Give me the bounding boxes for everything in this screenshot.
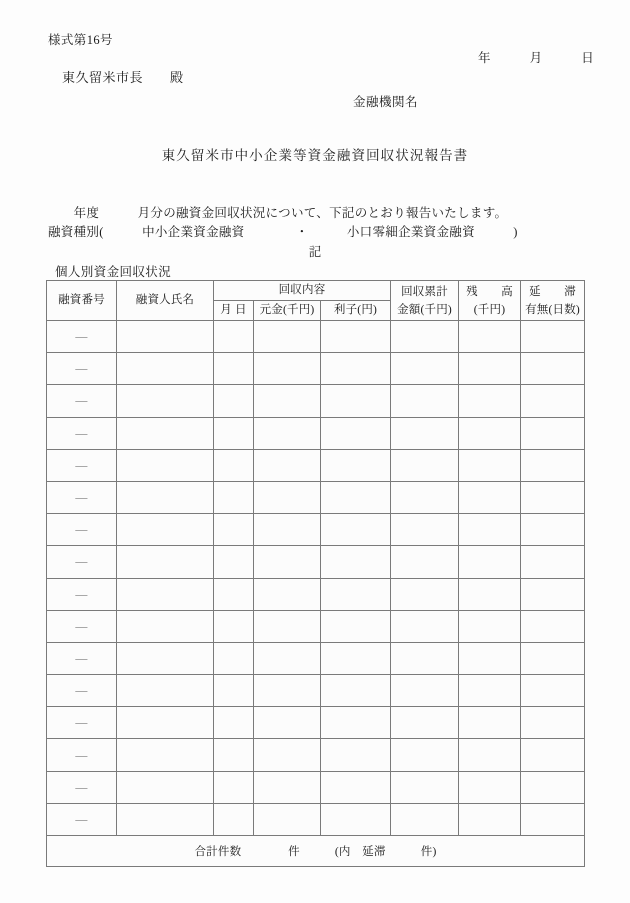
table-header-row-1 [47, 281, 585, 301]
cell-borrower-name[interactable] [117, 514, 214, 546]
page-title: 東久留米市中小企業等資金融資回収状況報告書 [161, 148, 469, 163]
table-row [47, 642, 585, 674]
cell-interest[interactable] [321, 514, 391, 546]
cell-interest[interactable] [321, 353, 391, 385]
cell-balance[interactable] [459, 707, 521, 739]
statement-line: 年度 月分の融資金回収状況について、下記のとおり報告いたします。 [48, 206, 508, 220]
cell-cumulative[interactable] [391, 449, 459, 481]
table-row [47, 771, 585, 803]
cell-balance[interactable] [459, 321, 521, 353]
cell-principal[interactable] [254, 707, 321, 739]
cell-loan-number[interactable]: — [47, 578, 117, 610]
section-label: 個人別資金回収状況 [55, 265, 172, 279]
header-cumulative-line2: 金額(千円) [397, 303, 452, 316]
cell-principal[interactable] [254, 385, 321, 417]
cell-loan-number[interactable]: — [47, 739, 117, 771]
cell-borrower-name[interactable] [117, 385, 214, 417]
cell-borrower-name[interactable] [117, 449, 214, 481]
cell-overdue[interactable] [521, 514, 585, 546]
cell-overdue[interactable] [521, 707, 585, 739]
cell-month-day[interactable] [214, 642, 254, 674]
cell-principal[interactable] [254, 321, 321, 353]
header-overdue-line1: 延 滞 [529, 285, 576, 298]
table-row [47, 353, 585, 385]
cell-loan-number[interactable]: — [47, 675, 117, 707]
cell-borrower-name[interactable] [117, 353, 214, 385]
cell-balance[interactable] [459, 578, 521, 610]
addressee: 東久留米市長 殿 [62, 70, 184, 85]
cell-month-day[interactable] [214, 803, 254, 835]
table-body [47, 321, 585, 836]
cell-interest[interactable] [321, 417, 391, 449]
header-borrower-name: 融資人氏名 [117, 281, 214, 321]
cell-balance[interactable] [459, 449, 521, 481]
cell-month-day[interactable] [214, 546, 254, 578]
cell-loan-number[interactable]: — [47, 449, 117, 481]
cell-month-day[interactable] [214, 578, 254, 610]
header-balance [459, 281, 521, 321]
cell-interest[interactable] [321, 642, 391, 674]
cell-month-day[interactable] [214, 675, 254, 707]
cell-interest[interactable] [321, 675, 391, 707]
cell-principal[interactable] [254, 481, 321, 513]
header-interest: 利子(円) [321, 301, 391, 321]
cell-cumulative[interactable] [391, 481, 459, 513]
cell-month-day[interactable] [214, 385, 254, 417]
cell-interest[interactable] [321, 546, 391, 578]
table-row [47, 707, 585, 739]
cell-cumulative[interactable] [391, 707, 459, 739]
cell-overdue[interactable] [521, 803, 585, 835]
table-row [47, 481, 585, 513]
cell-borrower-name[interactable] [117, 771, 214, 803]
cell-month-day[interactable] [214, 771, 254, 803]
cell-cumulative[interactable] [391, 385, 459, 417]
cell-cumulative[interactable] [391, 771, 459, 803]
cell-balance[interactable] [459, 514, 521, 546]
cell-balance[interactable] [459, 803, 521, 835]
cell-overdue[interactable] [521, 385, 585, 417]
cell-borrower-name[interactable] [117, 642, 214, 674]
cell-borrower-name[interactable] [117, 578, 214, 610]
ki-mark: 記 [308, 245, 322, 259]
cell-month-day[interactable] [214, 321, 254, 353]
cell-loan-number[interactable]: — [47, 803, 117, 835]
cell-principal[interactable] [254, 417, 321, 449]
table-row [47, 417, 585, 449]
cell-interest[interactable] [321, 803, 391, 835]
cell-month-day[interactable] [214, 739, 254, 771]
cell-month-day[interactable] [214, 449, 254, 481]
cell-month-day[interactable] [214, 707, 254, 739]
cell-cumulative[interactable] [391, 642, 459, 674]
cell-loan-number[interactable]: — [47, 385, 117, 417]
cell-principal[interactable] [254, 514, 321, 546]
cell-month-day[interactable] [214, 610, 254, 642]
header-balance-line1: 残 高 [466, 285, 513, 298]
cell-borrower-name[interactable] [117, 675, 214, 707]
cell-overdue[interactable] [521, 321, 585, 353]
cell-month-day[interactable] [214, 353, 254, 385]
table-row [47, 610, 585, 642]
cell-interest[interactable] [321, 771, 391, 803]
cell-borrower-name[interactable] [117, 610, 214, 642]
cell-balance[interactable] [459, 385, 521, 417]
cell-overdue[interactable] [521, 546, 585, 578]
cell-overdue[interactable] [521, 578, 585, 610]
cell-cumulative[interactable] [391, 739, 459, 771]
table-row [47, 321, 585, 353]
cell-balance[interactable] [459, 546, 521, 578]
cell-loan-number[interactable]: — [47, 481, 117, 513]
cell-balance[interactable] [459, 642, 521, 674]
cell-balance[interactable] [459, 481, 521, 513]
table-row [47, 546, 585, 578]
cell-loan-number[interactable]: — [47, 642, 117, 674]
cell-overdue[interactable] [521, 353, 585, 385]
cell-principal[interactable] [254, 642, 321, 674]
cell-overdue[interactable] [521, 449, 585, 481]
cell-cumulative[interactable] [391, 514, 459, 546]
cell-cumulative[interactable] [391, 417, 459, 449]
table-row [47, 449, 585, 481]
cell-principal[interactable] [254, 353, 321, 385]
cell-borrower-name[interactable] [117, 481, 214, 513]
cell-cumulative[interactable] [391, 610, 459, 642]
cell-borrower-name[interactable] [117, 803, 214, 835]
cell-balance[interactable] [459, 739, 521, 771]
cell-overdue[interactable] [521, 771, 585, 803]
cell-interest[interactable] [321, 481, 391, 513]
cell-principal[interactable] [254, 771, 321, 803]
table-row [47, 578, 585, 610]
table-header [47, 281, 585, 321]
cell-overdue[interactable] [521, 642, 585, 674]
header-recovery-content: 回収内容 [214, 281, 391, 301]
cell-month-day[interactable] [214, 481, 254, 513]
table-footer-row [47, 836, 585, 867]
header-balance-line2: (千円) [473, 303, 506, 316]
table-row [47, 514, 585, 546]
cell-borrower-name[interactable] [117, 707, 214, 739]
cell-month-day[interactable] [214, 514, 254, 546]
form-number: 様式第16号 [48, 33, 113, 47]
cell-cumulative[interactable] [391, 675, 459, 707]
cell-loan-number[interactable]: — [47, 353, 117, 385]
cell-principal[interactable] [254, 610, 321, 642]
cell-interest[interactable] [321, 707, 391, 739]
cell-balance[interactable] [459, 675, 521, 707]
table-row [47, 385, 585, 417]
header-loan-number: 融資番号 [47, 281, 117, 321]
cell-overdue[interactable] [521, 610, 585, 642]
table-row [47, 803, 585, 835]
cell-overdue[interactable] [521, 481, 585, 513]
cell-overdue[interactable] [521, 417, 585, 449]
cell-principal[interactable] [254, 739, 321, 771]
institution-name-label: 金融機関名 [353, 95, 419, 109]
cell-interest[interactable] [321, 449, 391, 481]
cell-principal[interactable] [254, 675, 321, 707]
cell-principal[interactable] [254, 546, 321, 578]
cell-cumulative[interactable] [391, 321, 459, 353]
cell-cumulative[interactable] [391, 353, 459, 385]
cell-interest[interactable] [321, 578, 391, 610]
cell-interest[interactable] [321, 610, 391, 642]
cell-interest[interactable] [321, 385, 391, 417]
footer-total-count: 合計件数 件 (内 延滞 件) [47, 836, 585, 867]
cell-loan-number[interactable]: — [47, 771, 117, 803]
cell-principal[interactable] [254, 449, 321, 481]
cell-overdue[interactable] [521, 675, 585, 707]
cell-borrower-name[interactable] [117, 739, 214, 771]
recovery-table [46, 280, 585, 867]
cell-balance[interactable] [459, 771, 521, 803]
cell-loan-number[interactable]: — [47, 417, 117, 449]
header-overdue-line2: 有無(日数) [525, 303, 580, 316]
cell-borrower-name[interactable] [117, 417, 214, 449]
header-cumulative-line1: 回収累計 [401, 285, 448, 298]
header-principal: 元金(千円) [254, 301, 321, 321]
cell-balance[interactable] [459, 417, 521, 449]
cell-loan-number[interactable]: — [47, 321, 117, 353]
header-month-day: 月 日 [214, 301, 254, 321]
cell-loan-number[interactable]: — [47, 514, 117, 546]
cell-balance[interactable] [459, 610, 521, 642]
loan-kind-line: 融資種別( 中小企業資金融資 ・ 小口零細企業資金融資 ) [48, 225, 518, 239]
cell-principal[interactable] [254, 578, 321, 610]
cell-borrower-name[interactable] [117, 546, 214, 578]
recovery-table-wrapper [46, 280, 584, 867]
cell-loan-number[interactable]: — [47, 707, 117, 739]
header-overdue [521, 281, 585, 321]
cell-loan-number[interactable]: — [47, 546, 117, 578]
header-cumulative [391, 281, 459, 321]
cell-month-day[interactable] [214, 417, 254, 449]
cell-borrower-name[interactable] [117, 321, 214, 353]
cell-balance[interactable] [459, 353, 521, 385]
date-line: 年 月 日 [478, 51, 595, 65]
cell-cumulative[interactable] [391, 578, 459, 610]
cell-loan-number[interactable]: — [47, 610, 117, 642]
table-footer [47, 836, 585, 867]
table-row [47, 739, 585, 771]
cell-principal[interactable] [254, 803, 321, 835]
cell-cumulative[interactable] [391, 803, 459, 835]
cell-interest[interactable] [321, 321, 391, 353]
cell-cumulative[interactable] [391, 546, 459, 578]
table-row [47, 675, 585, 707]
cell-overdue[interactable] [521, 739, 585, 771]
cell-interest[interactable] [321, 739, 391, 771]
